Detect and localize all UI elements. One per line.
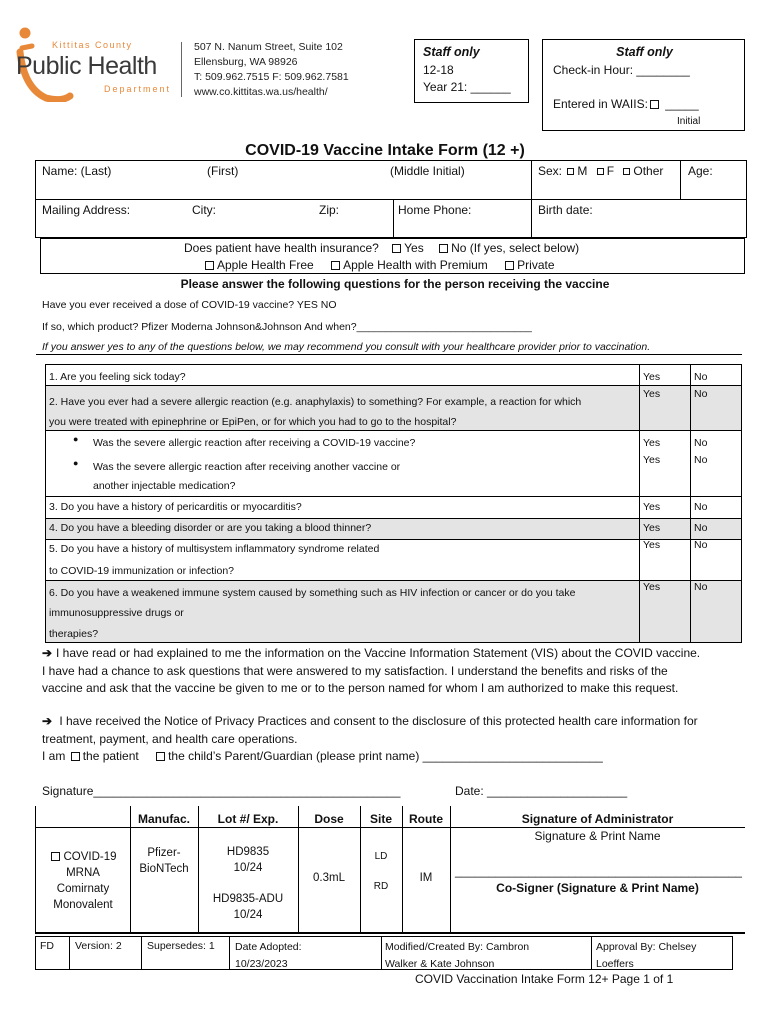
product-line1: COVID-19 [63, 851, 117, 863]
q4-no[interactable]: No [694, 522, 708, 534]
name-last-label: Name: (Last) [42, 164, 112, 178]
q6-yes[interactable]: Yes [643, 581, 661, 593]
footer-adopted-label: Date Adopted: [235, 941, 302, 953]
consent-vis-line1: I have read or had explained to me the information on the Vaccine Information Statement (VIS) about the COVID vaccine. [56, 646, 701, 660]
apple-health-premium-checkbox[interactable] [331, 261, 340, 270]
iam-row [42, 748, 698, 766]
q2-yes[interactable]: Yes [643, 388, 661, 400]
staff-box-1-line1: 12-18 [423, 63, 454, 77]
website-link[interactable]: www.co.kittitas.wa.us/health/ [194, 86, 328, 98]
instructions-heading: Please answer the following questions for the person receiving the vaccine [180, 277, 610, 291]
arrow-right-icon: ➔ [42, 646, 53, 660]
sex-other-label: Other [633, 164, 664, 178]
consent-privacy [42, 713, 698, 766]
lot-1-number: HD9835 [226, 846, 270, 858]
question-6-line3: therapies? [49, 628, 99, 640]
vaccine-product [36, 849, 130, 913]
zip-label: Zip: [319, 203, 340, 217]
site-ld[interactable]: LD [374, 851, 388, 862]
header-route: Route [409, 812, 443, 826]
question-1: 1. Are you feeling sick today? [49, 371, 186, 383]
waiis-row [553, 97, 699, 111]
private-insurance-checkbox[interactable] [505, 261, 514, 270]
lot-1 [198, 844, 298, 876]
guardian-label: the child’s Parent/Guardian (please print name) ___________________________ [168, 749, 603, 763]
footer-modified-line1: Modified/Created By: Cambron [385, 941, 530, 953]
staff-box-1 [414, 39, 529, 103]
question-4: 4. Do you have a bleeding disorder or are you taking a blood thinner? [49, 522, 372, 534]
header-signature-admin: Signature of Administrator [521, 812, 674, 826]
footer-modified [385, 939, 529, 973]
header-divider [181, 42, 182, 97]
city-label: City: [192, 203, 216, 217]
bullet-question-2-line1: Was the severe allergic reaction after receiving another vaccine or [93, 461, 401, 473]
footer-approval-line1: Approval By: Chelsey [596, 941, 697, 953]
waiis-checkbox[interactable] [650, 100, 659, 109]
logo-main: Public Health [16, 52, 157, 80]
footer-approval-line2: Loeffers [596, 958, 634, 970]
sex-f-label: F [606, 164, 615, 178]
bullet-1: ● [73, 434, 79, 444]
q4-yes[interactable]: Yes [643, 522, 661, 534]
birth-date-label: Birth date: [538, 203, 593, 217]
staff-box-1-title: Staff only [423, 45, 480, 59]
sex-f-checkbox[interactable] [597, 168, 604, 175]
b2-yes[interactable]: Yes [643, 454, 661, 466]
insurance-no-checkbox[interactable] [439, 244, 448, 253]
header-lot: Lot #/ Exp. [217, 812, 279, 826]
q1-no[interactable]: No [694, 371, 708, 383]
footer-adopted [235, 939, 302, 973]
patient-label: the patient [82, 749, 139, 763]
footer-fd: FD [40, 940, 54, 952]
q5-no[interactable]: No [694, 539, 708, 551]
consent-privacy-line2: treatment, payment, and health care operations. [42, 731, 298, 746]
address-line2: Ellensburg, WA 98926 [194, 56, 298, 68]
lot-1-exp: 10/24 [233, 862, 263, 874]
question-6-line2: immunosuppressive drugs or [49, 607, 184, 619]
instructions-note: If you answer yes to any of the questions below, we may recommend you consult with your healthcare provider prior to vaccination. [42, 341, 651, 353]
q2-no[interactable]: No [694, 388, 708, 400]
cosigner-label: Co-Signer (Signature & Print Name) [496, 881, 699, 895]
lot-2 [198, 891, 298, 923]
logo [14, 26, 174, 102]
question-5-line2: to COVID-19 immunization or infection? [49, 565, 234, 577]
site-rd[interactable]: RD [373, 881, 389, 892]
covid-mrna-checkbox[interactable] [51, 852, 60, 861]
staff-box-1-line2: Year 21: ______ [423, 80, 511, 94]
sex-m-checkbox[interactable] [567, 168, 574, 175]
insurance-yes-label: Yes [404, 241, 424, 255]
mailing-address-label: Mailing Address: [42, 203, 131, 217]
form-title: COVID-19 Vaccine Intake Form (12 +) [245, 142, 525, 159]
b1-no[interactable]: No [694, 437, 708, 449]
q6-no[interactable]: No [694, 581, 708, 593]
arrow-right-icon: ➔ [42, 714, 53, 728]
insurance-yes-checkbox[interactable] [392, 244, 401, 253]
question-3: 3. Do you have a history of pericarditis or myocarditis? [49, 501, 302, 513]
manufacturer [130, 845, 198, 877]
product-line2: MRNA [66, 867, 100, 879]
sex-field [538, 164, 663, 178]
waiis-label: Entered in WAIIS: [553, 97, 648, 111]
bullet-question-2-line2: another injectable medication? [93, 480, 236, 492]
footer-version: Version: 2 [75, 940, 122, 952]
insurance-no-label: No (If yes, select below) [451, 241, 580, 255]
q1-yes[interactable]: Yes [643, 371, 661, 383]
b1-yes[interactable]: Yes [643, 437, 661, 449]
home-phone-label: Home Phone: [398, 203, 472, 217]
apple-health-free-checkbox[interactable] [205, 261, 214, 270]
consent-privacy-line1: I have received the Notice of Privacy Practices and consent to the disclosure of this protected health care information for [59, 714, 698, 728]
product-line4: Monovalent [53, 899, 113, 911]
route-value: IM [419, 872, 433, 884]
insurance-question: Does patient have health insurance? [184, 241, 379, 255]
q5-yes[interactable]: Yes [643, 539, 661, 551]
footer-supersedes: Supersedes: 1 [147, 940, 215, 952]
footer-page: COVID Vaccination Intake Form 12+ Page 1 of 1 [415, 972, 674, 986]
lot-2-number: HD9835-ADU [212, 893, 284, 905]
apple-health-premium-label: Apple Health with Premium [343, 258, 488, 272]
checkin-hour: Check-in Hour: ________ [553, 63, 690, 77]
logo-dept: Department [104, 84, 172, 94]
consent-vis [42, 645, 700, 698]
apple-health-free-label: Apple Health Free [217, 258, 314, 272]
question-2-line2: you were treated with epinephrine or EpiPen, or for which you had to go to the hospital? [49, 416, 457, 428]
sex-label: Sex: [538, 164, 563, 178]
footer-modified-line2: Walker & Kate Johnson [385, 958, 495, 970]
manufacturer-line2: BioNTech [139, 863, 189, 875]
date-line[interactable]: Date: _____________________ [455, 784, 628, 798]
insurance-question-row [184, 241, 579, 255]
product-line3: Comirnaty [56, 883, 110, 895]
guardian-checkbox[interactable] [156, 752, 165, 761]
question-5-line1: 5. Do you have a history of multisystem inflammatory syndrome related [49, 543, 380, 555]
name-middle-label: (Middle Initial) [390, 164, 465, 178]
sex-m-label: M [577, 164, 588, 178]
staff-box-2 [542, 39, 745, 131]
signature-line[interactable]: Signature______________________________________________ [42, 784, 401, 798]
dose-value: 0.3mL [313, 872, 345, 884]
q3-no[interactable]: No [694, 501, 708, 513]
footer-adopted-date: 10/23/2023 [235, 958, 288, 970]
header-site: Site [369, 812, 392, 826]
question-6-line1: 6. Do you have a weakened immune system caused by something such as HIV infection or cancer or do you take [49, 587, 576, 599]
question-2-line1: 2. Have you ever had a severe allergic reaction (e.g. anaphylaxis) to something? For example, a reaction for which [49, 396, 582, 408]
q3-yes[interactable]: Yes [643, 501, 661, 513]
product-question: If so, which product? Pfizer Moderna Johnson&Johnson And when?______________________________ [42, 321, 532, 333]
sex-other-checkbox[interactable] [623, 168, 630, 175]
manufacturer-line1: Pfizer- [147, 847, 181, 859]
header-manufac: Manufac. [137, 812, 190, 826]
consent-vis-line3: vaccine and ask that the vaccine be given to me or to the person named for whom I am authorized to make this request. [42, 681, 679, 695]
bullet-2: ● [73, 458, 79, 468]
iam-label: I am [42, 749, 66, 763]
b2-no[interactable]: No [694, 454, 708, 466]
private-insurance-label: Private [517, 258, 555, 272]
cosigner-line[interactable]: ___________________________________________ [455, 864, 742, 878]
header-dose: Dose [314, 812, 344, 826]
footer-approval [596, 939, 696, 973]
name-first-label: (First) [207, 164, 239, 178]
logo-county: Kittitas County [52, 40, 133, 50]
signature-print-name: Signature & Print Name [534, 829, 661, 843]
patient-checkbox[interactable] [71, 752, 80, 761]
phone-line: T: 509.962.7515 F: 509.962.7581 [194, 71, 349, 83]
staff-box-2-title: Staff only [616, 45, 673, 59]
consent-vis-line2: I have had a chance to ask questions that were answered to my satisfaction. I understand the benefits and risks of the [42, 663, 668, 678]
waiis-initial: Initial [677, 116, 701, 127]
prior-dose-question: Have you ever received a dose of COVID-19 vaccine? YES NO [42, 299, 337, 311]
lot-2-exp: 10/24 [233, 909, 263, 921]
bullet-question-1: Was the severe allergic reaction after receiving a COVID-19 vaccine? [93, 437, 416, 449]
insurance-options-row [203, 258, 555, 272]
waiis-blank: _____ [665, 97, 699, 111]
address-line1: 507 N. Nanum Street, Suite 102 [194, 41, 343, 53]
age-label: Age: [688, 164, 713, 178]
org-address [194, 40, 349, 100]
